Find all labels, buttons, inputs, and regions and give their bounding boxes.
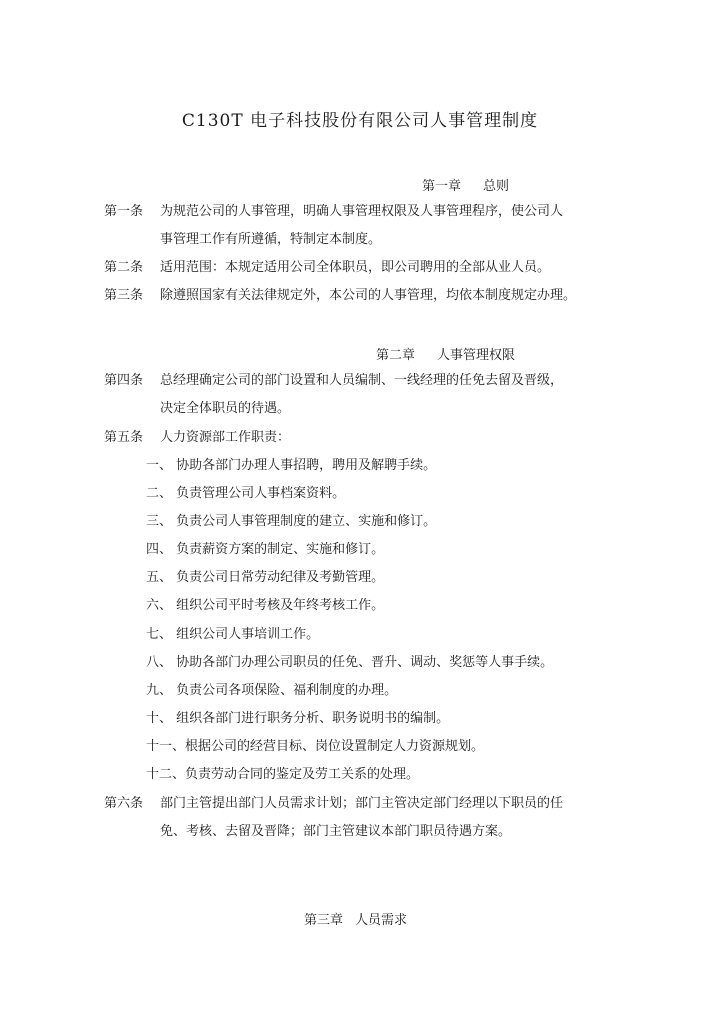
chapter-number: 第二章 bbox=[376, 348, 416, 363]
chapter-name: 人事管理权限 bbox=[437, 348, 516, 363]
duty-item: 一、 协助各部门办理人事招聘，聘用及解聘手续。 bbox=[146, 458, 437, 473]
article-text-line: 决定全体职员的待遇。 bbox=[160, 401, 291, 416]
article-text-line: 部门主管提出部门人员需求计划；部门主管决定部门经理以下职员的任 bbox=[160, 796, 564, 811]
chapter-name: 人员需求 bbox=[355, 913, 408, 928]
duty-item: 四、 负责薪资方案的制定、实施和修订。 bbox=[146, 542, 385, 557]
duty-item: 六、 组织公司平时考核及年终考核工作。 bbox=[146, 598, 385, 613]
document-title: C130T 电子科技股份有限公司人事管理制度 bbox=[181, 111, 539, 131]
chapter-heading-1 bbox=[422, 175, 509, 194]
duty-item: 七、 组织公司人事培训工作。 bbox=[146, 627, 320, 642]
article-number: 第一条 bbox=[104, 204, 144, 219]
duty-item: 三、 负责公司人事管理制度的建立、实施和修订。 bbox=[146, 514, 437, 529]
article-text-line: 人力资源部工作职责： bbox=[160, 430, 291, 445]
article-number: 第二条 bbox=[104, 260, 144, 275]
duty-item: 九、 负责公司各项保险、福利制度的办理。 bbox=[146, 683, 398, 698]
chapter-name: 总则 bbox=[483, 179, 510, 194]
article-text-line: 适用范围：本规定适用公司全体职员，即公司聘用的全部从业人员。 bbox=[160, 260, 551, 275]
duty-item: 五、 负责公司日常劳动纪律及考勤管理。 bbox=[146, 570, 385, 585]
article-number: 第六条 bbox=[104, 796, 144, 811]
article-number: 第三条 bbox=[104, 288, 144, 303]
chapter-number: 第三章 bbox=[304, 913, 344, 928]
duty-item: 八、 协助各部门办理公司职员的任免、晋升、调动、奖惩等人事手续。 bbox=[146, 655, 554, 670]
chapter-number: 第一章 bbox=[422, 179, 462, 194]
article-number: 第四条 bbox=[104, 373, 144, 388]
chapter-heading-2 bbox=[376, 344, 515, 363]
duty-item: 十二、负责劳动合同的鉴定及劳工关系的处理。 bbox=[146, 767, 420, 782]
article-text-line: 总经理确定公司的部门设置和人员编制、一线经理的任免去留及晋级， bbox=[160, 373, 564, 388]
chapter-heading-3 bbox=[304, 909, 407, 928]
article-text-line: 免、考核、去留及晋降；部门主管建议本部门职员待遇方案。 bbox=[160, 824, 512, 839]
article-text-line: 除遵照国家有关法律规定外，本公司的人事管理，均依本制度规定办理。 bbox=[160, 288, 577, 303]
article-text-line: 事管理工作有所遵循，特制定本制度。 bbox=[160, 232, 382, 247]
article-number: 第五条 bbox=[104, 430, 144, 445]
article-text-line: 为规范公司的人事管理，明确人事管理权限及人事管理程序，使公司人 bbox=[160, 204, 564, 219]
duty-item: 二、 负责管理公司人事档案资料。 bbox=[146, 486, 346, 501]
duty-item: 十、 组织各部门进行职务分析、职务说明书的编制。 bbox=[146, 711, 450, 726]
duty-item: 十一、根据公司的经营目标、岗位设置制定人力资源规划。 bbox=[146, 739, 485, 754]
